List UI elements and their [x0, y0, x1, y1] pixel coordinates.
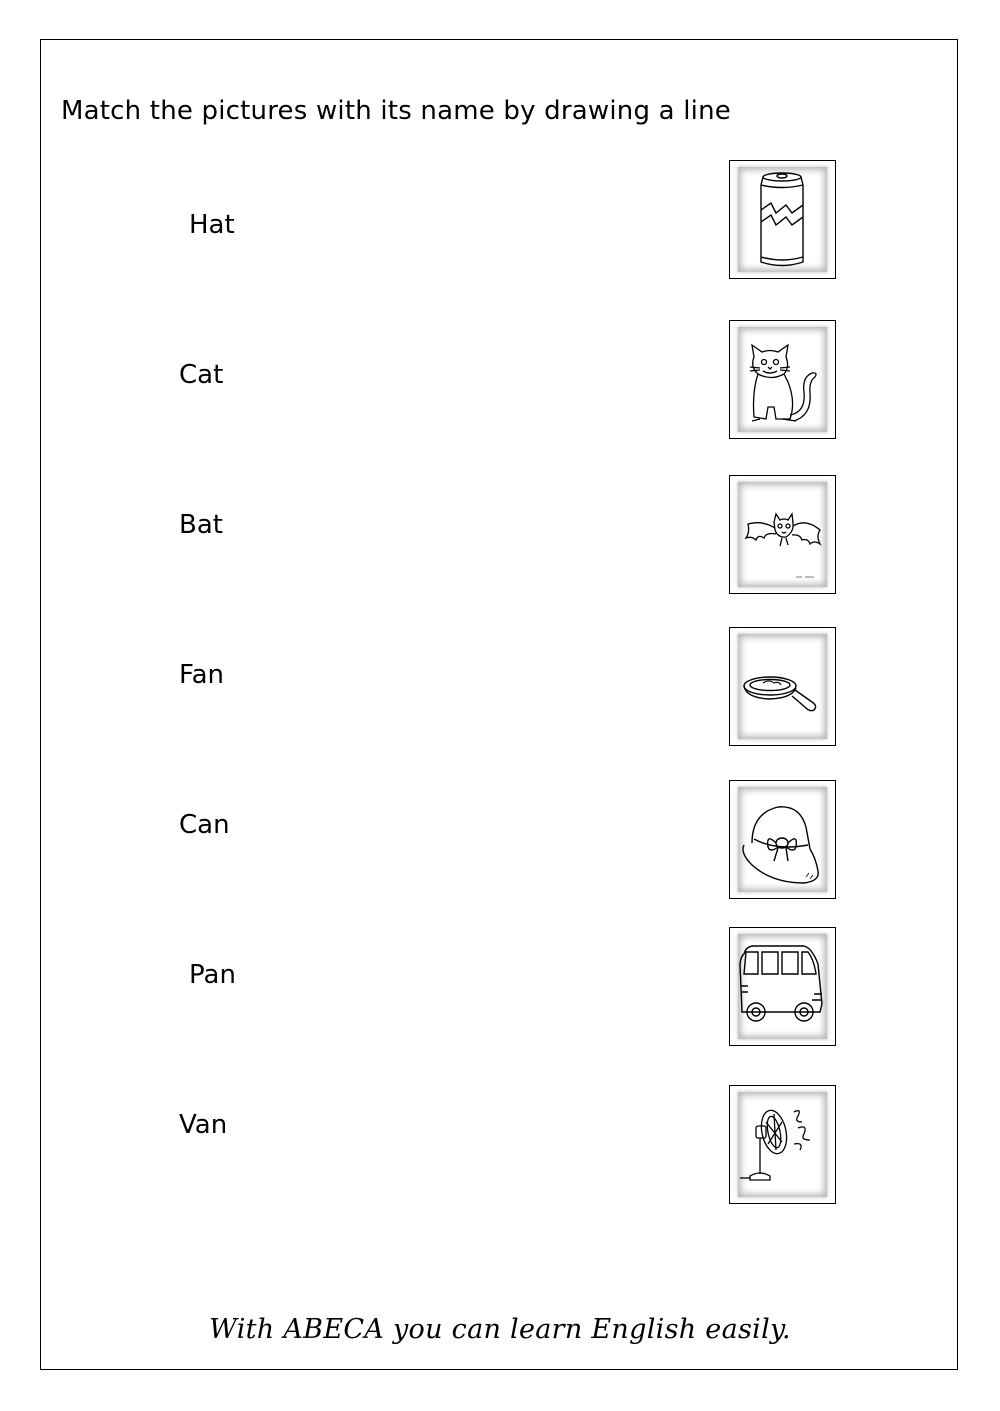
- picture-card-6[interactable]: [729, 927, 836, 1046]
- can-icon: [738, 167, 827, 272]
- word-cat[interactable]: Cat: [179, 360, 224, 390]
- instruction-text: Match the pictures with its name by drawing a line: [61, 96, 731, 126]
- word-hat[interactable]: Hat: [189, 210, 235, 240]
- pan-icon: [738, 634, 827, 739]
- hat-icon: [738, 787, 827, 892]
- picture-card-4[interactable]: [729, 627, 836, 746]
- cat-icon: [738, 327, 827, 432]
- word-pan[interactable]: Pan: [189, 960, 236, 990]
- picture-card-1[interactable]: [729, 160, 836, 279]
- picture-card-5[interactable]: [729, 780, 836, 899]
- van-icon: [738, 934, 827, 1039]
- word-can[interactable]: Can: [179, 810, 230, 840]
- word-van[interactable]: Van: [179, 1110, 228, 1140]
- picture-card-3[interactable]: [729, 475, 836, 594]
- word-bat[interactable]: Bat: [179, 510, 223, 540]
- picture-card-2[interactable]: [729, 320, 836, 439]
- fan-icon: [738, 1092, 827, 1197]
- footer-slogan: With ABECA you can learn English easily.: [209, 1314, 791, 1345]
- picture-card-7[interactable]: [729, 1085, 836, 1204]
- word-fan[interactable]: Fan: [179, 660, 224, 690]
- bat-icon: [738, 482, 827, 587]
